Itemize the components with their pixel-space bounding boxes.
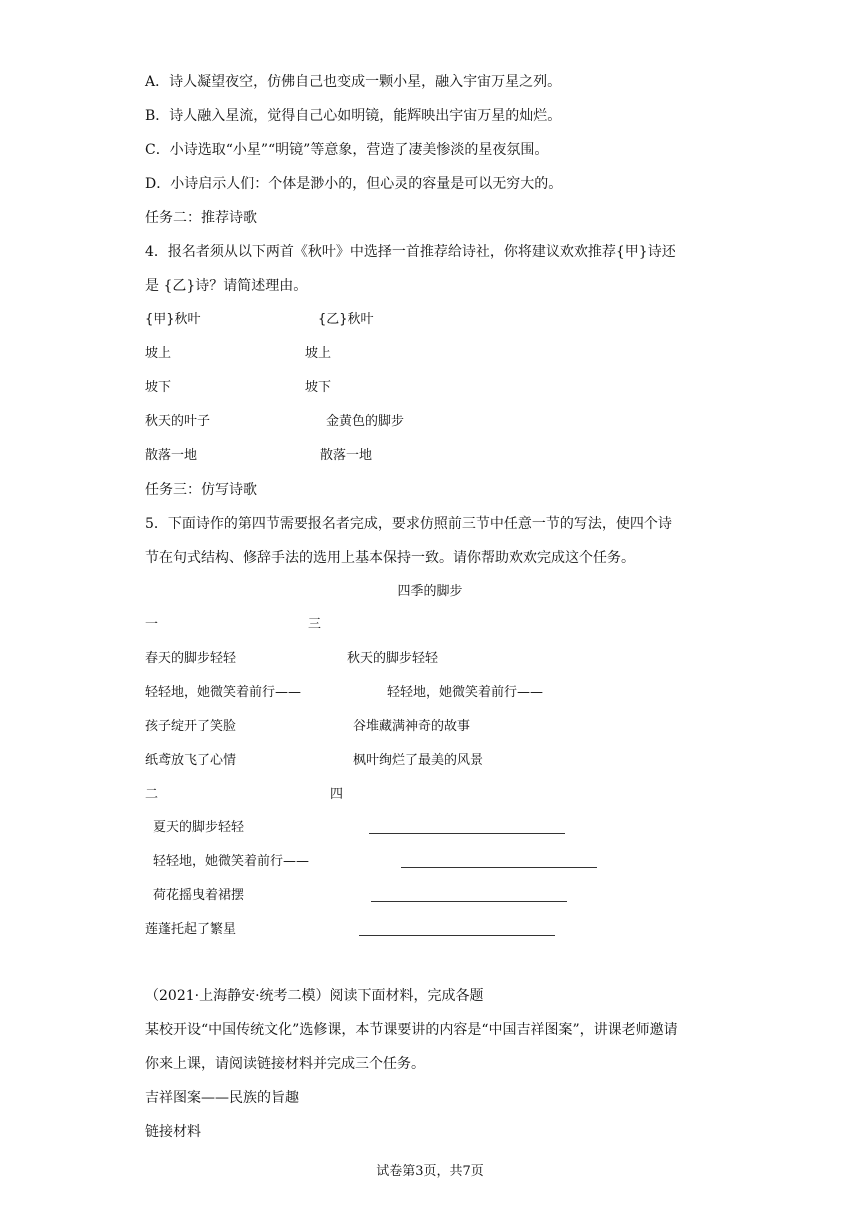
material-title: 吉祥图案——民族的旨趣 (145, 1090, 299, 1106)
poem-row (145, 378, 332, 398)
autumn-line: 轻轻地，她微笑着前行—— (387, 685, 544, 700)
poem-row (145, 412, 405, 432)
answer-blank-3[interactable] (371, 901, 567, 902)
section-headers-row (145, 615, 322, 635)
poem-yi-line: 散落一地 (320, 448, 373, 463)
section-1-label: 一 (145, 617, 159, 632)
poem-yi-line: 坡下 (305, 380, 332, 395)
answer-blank-1[interactable] (369, 833, 565, 834)
poem-row (145, 344, 332, 364)
poem-row (145, 446, 373, 466)
summer-line: 荷花摇曳着裙摆 (153, 888, 245, 903)
q5-line-2: 节在句式结构、修辞手法的选用上基本保持一致。请你帮助欢欢完成这个任务。 (145, 550, 635, 566)
link-material-label: 链接材料 (145, 1124, 201, 1140)
section-headers-row (145, 785, 344, 805)
spring-line: 春天的脚步轻轻 (145, 651, 237, 666)
section-2-label: 二 (145, 787, 159, 802)
summer-line: 莲蓬托起了繁星 (145, 922, 237, 937)
summer-line: 轻轻地，她微笑着前行—— (153, 854, 310, 869)
summer-line: 夏天的脚步轻轻 (153, 820, 245, 835)
poem-row (145, 649, 439, 669)
poem-jia-line: 秋天的叶子 (145, 414, 211, 429)
material-intro-2: 你来上课，请阅读链接材料并完成三个任务。 (145, 1056, 425, 1072)
poem-row (145, 717, 471, 737)
option-d: D．小诗启示人们：个体是渺小的，但心灵的容量是可以无穷大的。 (145, 176, 563, 192)
section-4-label: 四 (330, 787, 344, 802)
poem-row (145, 683, 544, 703)
q4-line-2: 是 {乙}诗？请简述理由。 (145, 278, 308, 294)
task3-heading: 任务三：仿写诗歌 (145, 482, 257, 498)
spring-line: 轻轻地，她微笑着前行—— (145, 685, 302, 700)
q5-line-1: 5．下面诗作的第四节需要报名者完成，要求仿照前三节中任意一节的写法，使四个诗 (145, 516, 672, 532)
poem-row (145, 310, 374, 330)
task2-heading: 任务二：推荐诗歌 (145, 210, 257, 226)
option-c: C．小诗选取“小星”“明镜”等意象，营造了凄美惨淡的星夜氛围。 (145, 142, 549, 158)
spring-line: 孩子绽开了笑脸 (145, 719, 237, 734)
poem-row (145, 751, 484, 771)
option-a: A．诗人凝望夜空，仿佛自己也变成一颗小星，融入宇宙万星之列。 (145, 74, 562, 90)
material-intro-1: 某校开设“中国传统文化”选修课，本节课要讲的内容是“中国吉祥图案”，讲课老师邀请 (145, 1022, 678, 1038)
poem-yi-line: 坡上 (305, 346, 332, 361)
page-footer: 试卷第3页，共7页 (376, 1164, 484, 1179)
section-3-label: 三 (308, 617, 322, 632)
autumn-line: 秋天的脚步轻轻 (347, 651, 439, 666)
poem-jia-line: 散落一地 (145, 448, 198, 463)
material-source: （2021·上海静安·统考二模）阅读下面材料，完成各题 (145, 988, 484, 1004)
poem-jia-line: 坡上 (145, 346, 172, 361)
q4-line-1: 4．报名者须从以下两首《秋叶》中选择一首推荐给诗社，你将建议欢欢推荐{甲}诗还 (145, 244, 676, 260)
poem-jia-line: 坡下 (145, 380, 172, 395)
spring-line: 纸鸢放飞了心情 (145, 753, 237, 768)
poem-title: 四季的脚步 (397, 584, 463, 599)
answer-blank-4[interactable] (359, 935, 555, 936)
poem-yi-title: {乙}秋叶 (318, 312, 374, 327)
answer-blank-2[interactable] (401, 867, 597, 868)
option-b: B．诗人融入星流，觉得自己心如明镜，能辉映出宇宙万星的灿烂。 (145, 108, 562, 124)
poem-yi-line: 金黄色的脚步 (326, 414, 405, 429)
poem-jia-title: {甲}秋叶 (145, 312, 201, 327)
autumn-line: 枫叶绚烂了最美的风景 (353, 753, 484, 768)
autumn-line: 谷堆藏满神奇的故事 (353, 719, 471, 734)
